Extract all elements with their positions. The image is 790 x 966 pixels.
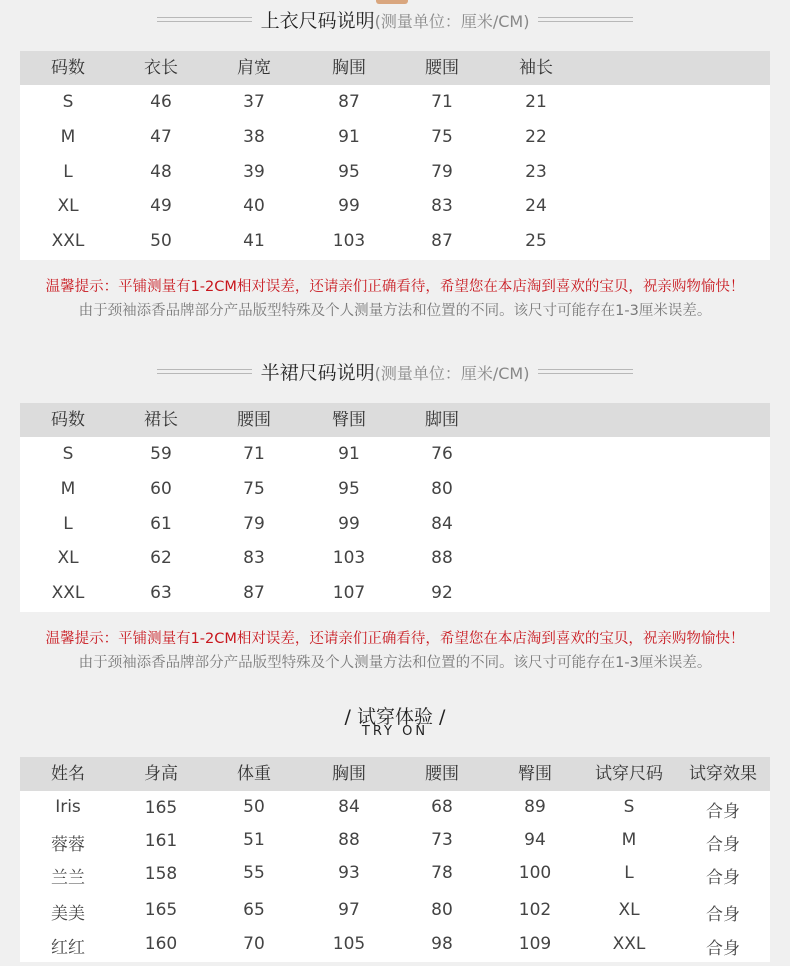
table-cell: 93 (338, 863, 360, 883)
table-cell: 47 (150, 127, 172, 147)
header-cell: 姓名 (51, 764, 85, 784)
table-cell: M (60, 127, 76, 147)
table-header-row (20, 757, 770, 791)
table-cell: L (63, 162, 73, 182)
table-cell: 63 (150, 583, 172, 603)
table-cell: 合身 (706, 802, 740, 822)
heading-right-rule (538, 17, 633, 22)
header-cell: 胸围 (332, 764, 366, 784)
header-cell: 胸围 (332, 58, 366, 78)
table-cell: 99 (338, 514, 360, 534)
table-cell: 87 (243, 583, 265, 603)
table-cell: S (623, 797, 635, 817)
tops-title: 上衣尺码说明 (260, 9, 375, 32)
header-cell: 脚围 (425, 410, 459, 430)
table-row (20, 542, 770, 577)
table-cell: 165 (144, 798, 178, 818)
table-row (20, 577, 770, 612)
table-cell: 80 (431, 900, 453, 920)
table-cell: 21 (525, 92, 547, 112)
table-cell: 59 (150, 444, 172, 464)
skirt-title: 半裙尺码说明 (260, 361, 375, 384)
table-cell: 91 (338, 127, 360, 147)
table-row (20, 507, 770, 542)
tops-unit: (测量单位：厘米/CM) (374, 11, 530, 31)
header-cell: 码数 (51, 58, 85, 78)
table-cell: 78 (431, 863, 453, 883)
table-cell: XXL (612, 934, 646, 954)
table-cell: XL (618, 900, 640, 920)
table-row (20, 155, 770, 190)
table-cell: 65 (243, 900, 265, 920)
measurement-warning: 温馨提示：平铺测量有1-2CM相对误差，还请亲们正确看待，希望您在本店淘到喜欢的宝贝，祝亲购物愉快！ (45, 631, 745, 647)
table-cell: 87 (431, 231, 453, 251)
skirt-unit: (测量单位：厘米/CM) (374, 363, 530, 383)
table-cell: S (62, 92, 74, 112)
table-cell: 84 (338, 797, 360, 817)
table-cell: L (624, 863, 634, 883)
table-cell: 161 (144, 831, 178, 851)
measurement-note: 由于颈袖添香品牌部分产品版型特殊及个人测量方法和位置的不同。该尺寸可能存在1-3厘米误差。 (78, 655, 712, 671)
header-cell: 裙长 (144, 410, 178, 430)
table-cell: 37 (243, 92, 265, 112)
table-cell: 合身 (706, 939, 740, 959)
table-cell: 80 (431, 479, 453, 499)
table-cell: 105 (332, 934, 366, 954)
table-cell: 合身 (706, 835, 740, 855)
table-row (20, 928, 770, 962)
table-cell: 美美 (51, 904, 85, 924)
table-cell: 89 (524, 797, 546, 817)
header-cell: 身高 (144, 764, 178, 784)
table-cell: XL (57, 548, 79, 568)
tops-size-table (20, 51, 770, 260)
table-cell: 蓉蓉 (51, 835, 85, 855)
header-cell: 码数 (51, 410, 85, 430)
table-cell: 合身 (706, 905, 740, 925)
header-cell: 体重 (237, 764, 271, 784)
table-cell: 109 (518, 934, 552, 954)
table-cell: 88 (431, 548, 453, 568)
table-cell: 97 (338, 900, 360, 920)
table-cell: 103 (332, 231, 366, 251)
table-cell: XXL (51, 231, 85, 251)
table-cell: 73 (431, 830, 453, 850)
table-cell: 107 (332, 583, 366, 603)
table-row (20, 190, 770, 225)
table-cell: 68 (431, 797, 453, 817)
table-cell: 87 (338, 92, 360, 112)
header-cell: 衣长 (144, 58, 178, 78)
table-cell: 92 (431, 583, 453, 603)
table-cell: M (60, 479, 76, 499)
measurement-warning: 温馨提示：平铺测量有1-2CM相对误差，还请亲们正确看待，希望您在本店淘到喜欢的宝贝，祝亲购物愉快！ (45, 279, 745, 295)
heading-left-rule (157, 369, 252, 374)
table-cell: 158 (144, 864, 178, 884)
table-cell: 83 (243, 548, 265, 568)
table-cell: L (63, 514, 73, 534)
heading-left-rule (157, 17, 252, 22)
table-cell: 79 (243, 514, 265, 534)
table-cell: 49 (150, 196, 172, 216)
tryon-table (20, 757, 770, 962)
header-cell: 袖长 (519, 58, 553, 78)
skirt-size-table (20, 403, 770, 612)
table-cell: 76 (431, 444, 453, 464)
skirt-size-heading (0, 356, 790, 386)
table-cell: 91 (338, 444, 360, 464)
table-cell: 79 (431, 162, 453, 182)
table-cell: 100 (518, 863, 552, 883)
table-cell: 50 (243, 797, 265, 817)
header-cell: 臀围 (332, 410, 366, 430)
header-cell: 臀围 (518, 764, 552, 784)
table-cell: 98 (431, 934, 453, 954)
table-cell: 22 (525, 127, 547, 147)
measurement-note: 由于颈袖添香品牌部分产品版型特殊及个人测量方法和位置的不同。该尺寸可能存在1-3厘米误差。 (78, 303, 712, 319)
table-row (20, 791, 770, 825)
table-cell: 102 (518, 900, 552, 920)
table-cell: XXL (51, 583, 85, 603)
table-cell: 88 (338, 830, 360, 850)
table-row (20, 120, 770, 155)
table-cell: 25 (525, 231, 547, 251)
table-cell: 84 (431, 514, 453, 534)
table-cell: 23 (525, 162, 547, 182)
table-cell: 94 (524, 830, 546, 850)
table-cell: 50 (150, 231, 172, 251)
table-cell: Iris (55, 797, 81, 817)
table-cell: M (621, 830, 637, 850)
heading-right-rule (538, 369, 633, 374)
table-cell: 160 (144, 934, 178, 954)
table-cell: 99 (338, 196, 360, 216)
table-cell: 83 (431, 196, 453, 216)
header-cell: 试穿效果 (689, 764, 757, 784)
table-row (20, 825, 770, 859)
table-cell: 75 (431, 127, 453, 147)
table-cell: S (62, 444, 74, 464)
header-cell: 肩宽 (237, 58, 271, 78)
table-row (20, 472, 770, 507)
table-cell: 合身 (706, 868, 740, 888)
table-cell: 62 (150, 548, 172, 568)
tryon-title: / 试穿体验 / (344, 706, 446, 728)
header-cell: 腰围 (237, 410, 271, 430)
table-cell: 71 (431, 92, 453, 112)
table-cell: 103 (332, 548, 366, 568)
table-cell: 71 (243, 444, 265, 464)
table-cell: 55 (243, 863, 265, 883)
table-header-row (20, 51, 770, 85)
table-cell: 51 (243, 830, 265, 850)
table-cell: XL (57, 196, 79, 216)
table-cell: 兰兰 (51, 868, 85, 888)
table-cell: 48 (150, 162, 172, 182)
table-cell: 40 (243, 196, 265, 216)
table-cell: 39 (243, 162, 265, 182)
tryon-subtitle: TRY ON (361, 724, 429, 739)
header-cell: 腰围 (425, 58, 459, 78)
table-row (20, 85, 770, 120)
table-cell: 95 (338, 162, 360, 182)
table-cell: 61 (150, 514, 172, 534)
table-row (20, 894, 770, 928)
header-cell: 试穿尺码 (595, 764, 663, 784)
header-cell: 腰围 (425, 764, 459, 784)
table-cell: 60 (150, 479, 172, 499)
table-row (20, 225, 770, 260)
table-row (20, 859, 770, 894)
table-cell: 46 (150, 92, 172, 112)
table-cell: 70 (243, 934, 265, 954)
table-cell: 红红 (51, 938, 85, 958)
table-cell: 165 (144, 900, 178, 920)
table-cell: 41 (243, 231, 265, 251)
table-header-row (20, 403, 770, 437)
table-cell: 38 (243, 127, 265, 147)
tops-size-heading (0, 4, 790, 34)
table-cell: 24 (525, 196, 547, 216)
table-cell: 95 (338, 479, 360, 499)
table-row (20, 437, 770, 472)
table-cell: 75 (243, 479, 265, 499)
